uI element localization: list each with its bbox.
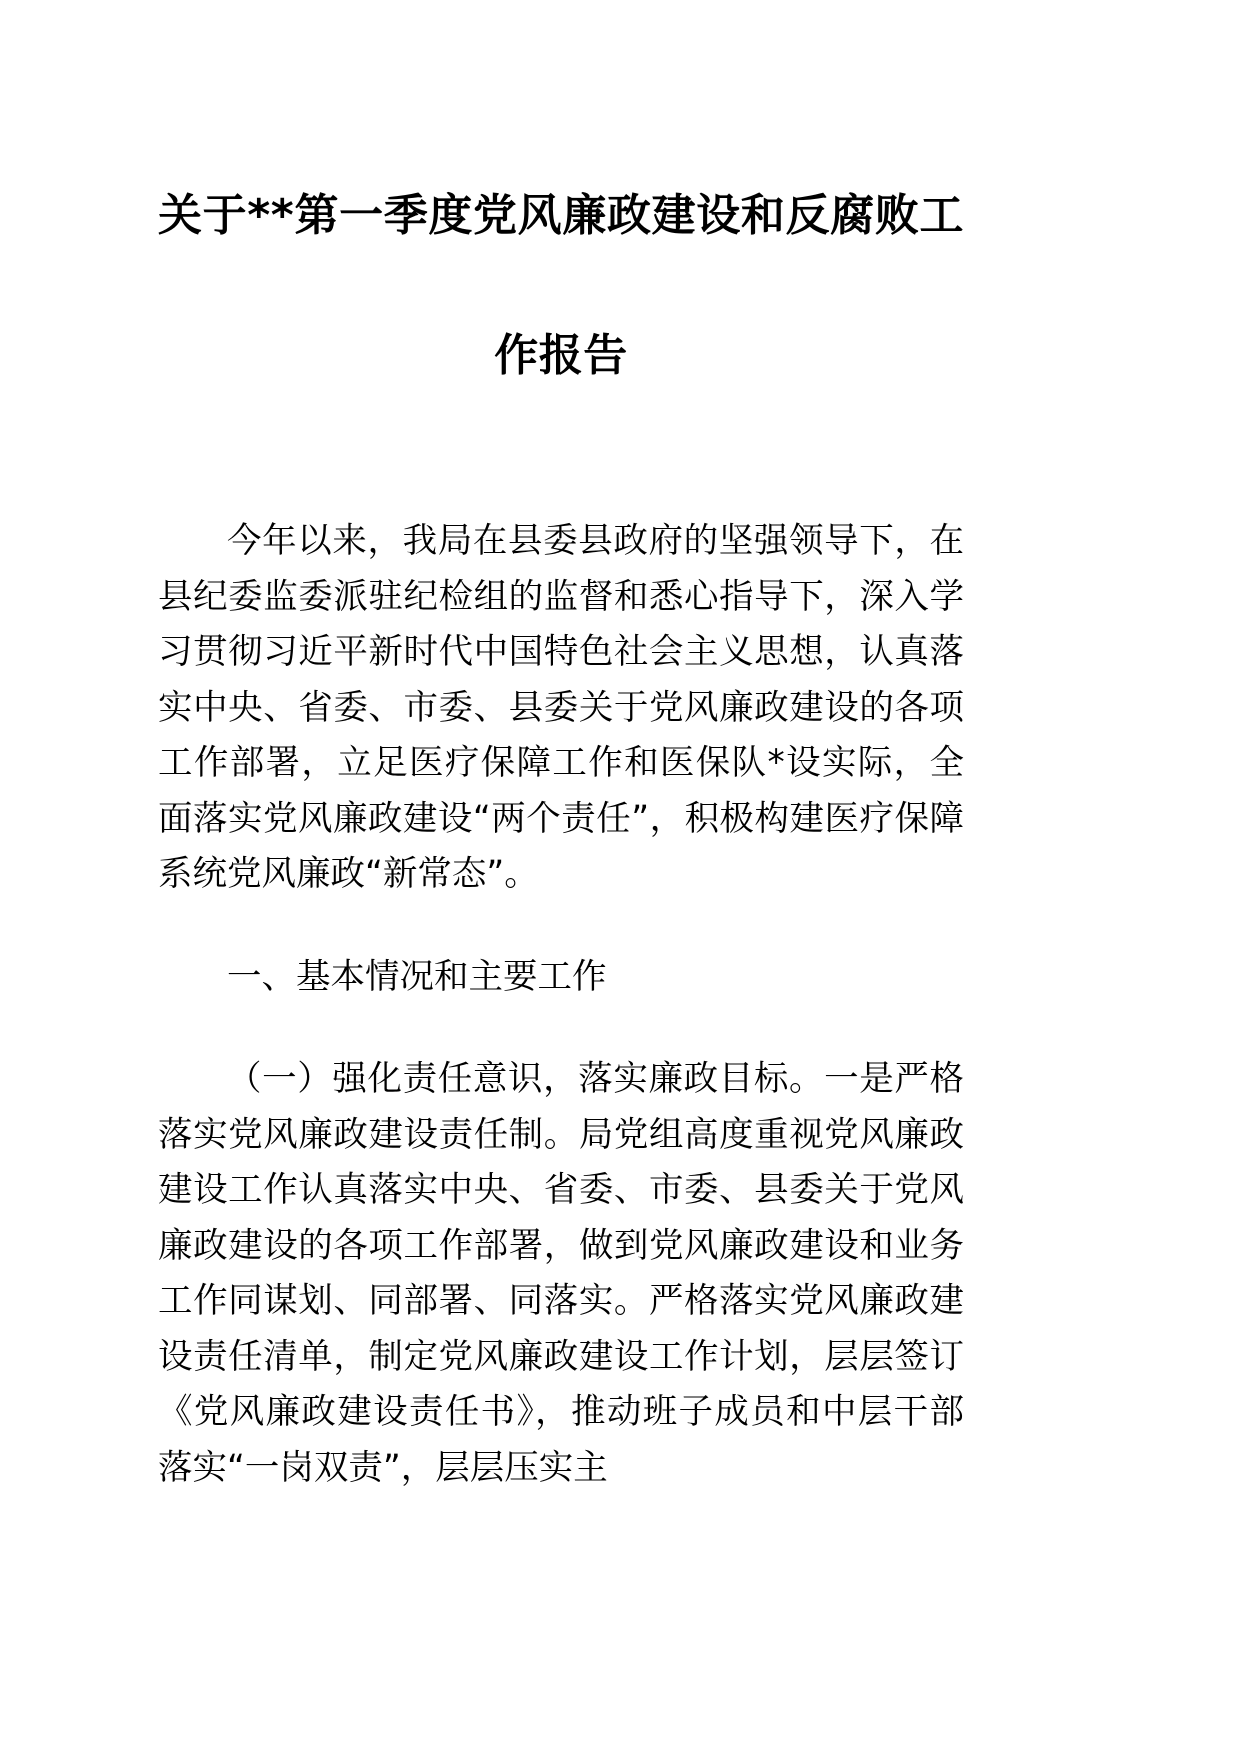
document-title bbox=[158, 0, 964, 426]
document-title-line-2: 作报告 bbox=[494, 330, 628, 381]
subsection-paragraph-1: （一）强化责任意识，落实廉政目标。一是严格落实党风廉政建设责任制。局党组高度重视党风廉政建设工作认真落实中央、省委、市委、县委关于党风廉政建设的各项工作部署，做到党风廉政建设和业务工作同谋划、同部署、同落实。严格落实党风廉政建设责任清单，制定党风廉政建设工作计划，层层签订《党风廉政建设责任书》，推动班子成员和中层干部落实“一岗双责”，层层压实主 bbox=[158, 1059, 964, 1488]
intro-paragraph: 今年以来，我局在县委县政府的坚强领导下，在县纪委监委派驻纪检组的监督和悉心指导下，深入学习贯彻习近平新时代中国特色社会主义思想，认真落实中央、省委、市委、县委关于党风廉政建设的各项工作部署，立足医疗保障工作和医保队*设实际，全面落实党风廉政建设“两个责任”，积极构建医疗保障系统党风廉政“新常态”。 bbox=[158, 521, 964, 894]
document-title-line-1: 关于**第一季度党风廉政建设和反腐败工 bbox=[158, 190, 964, 241]
section-heading-1: 一、基本情况和主要工作 bbox=[227, 956, 607, 997]
document-body bbox=[158, 514, 964, 1496]
document-content bbox=[158, 0, 964, 1496]
